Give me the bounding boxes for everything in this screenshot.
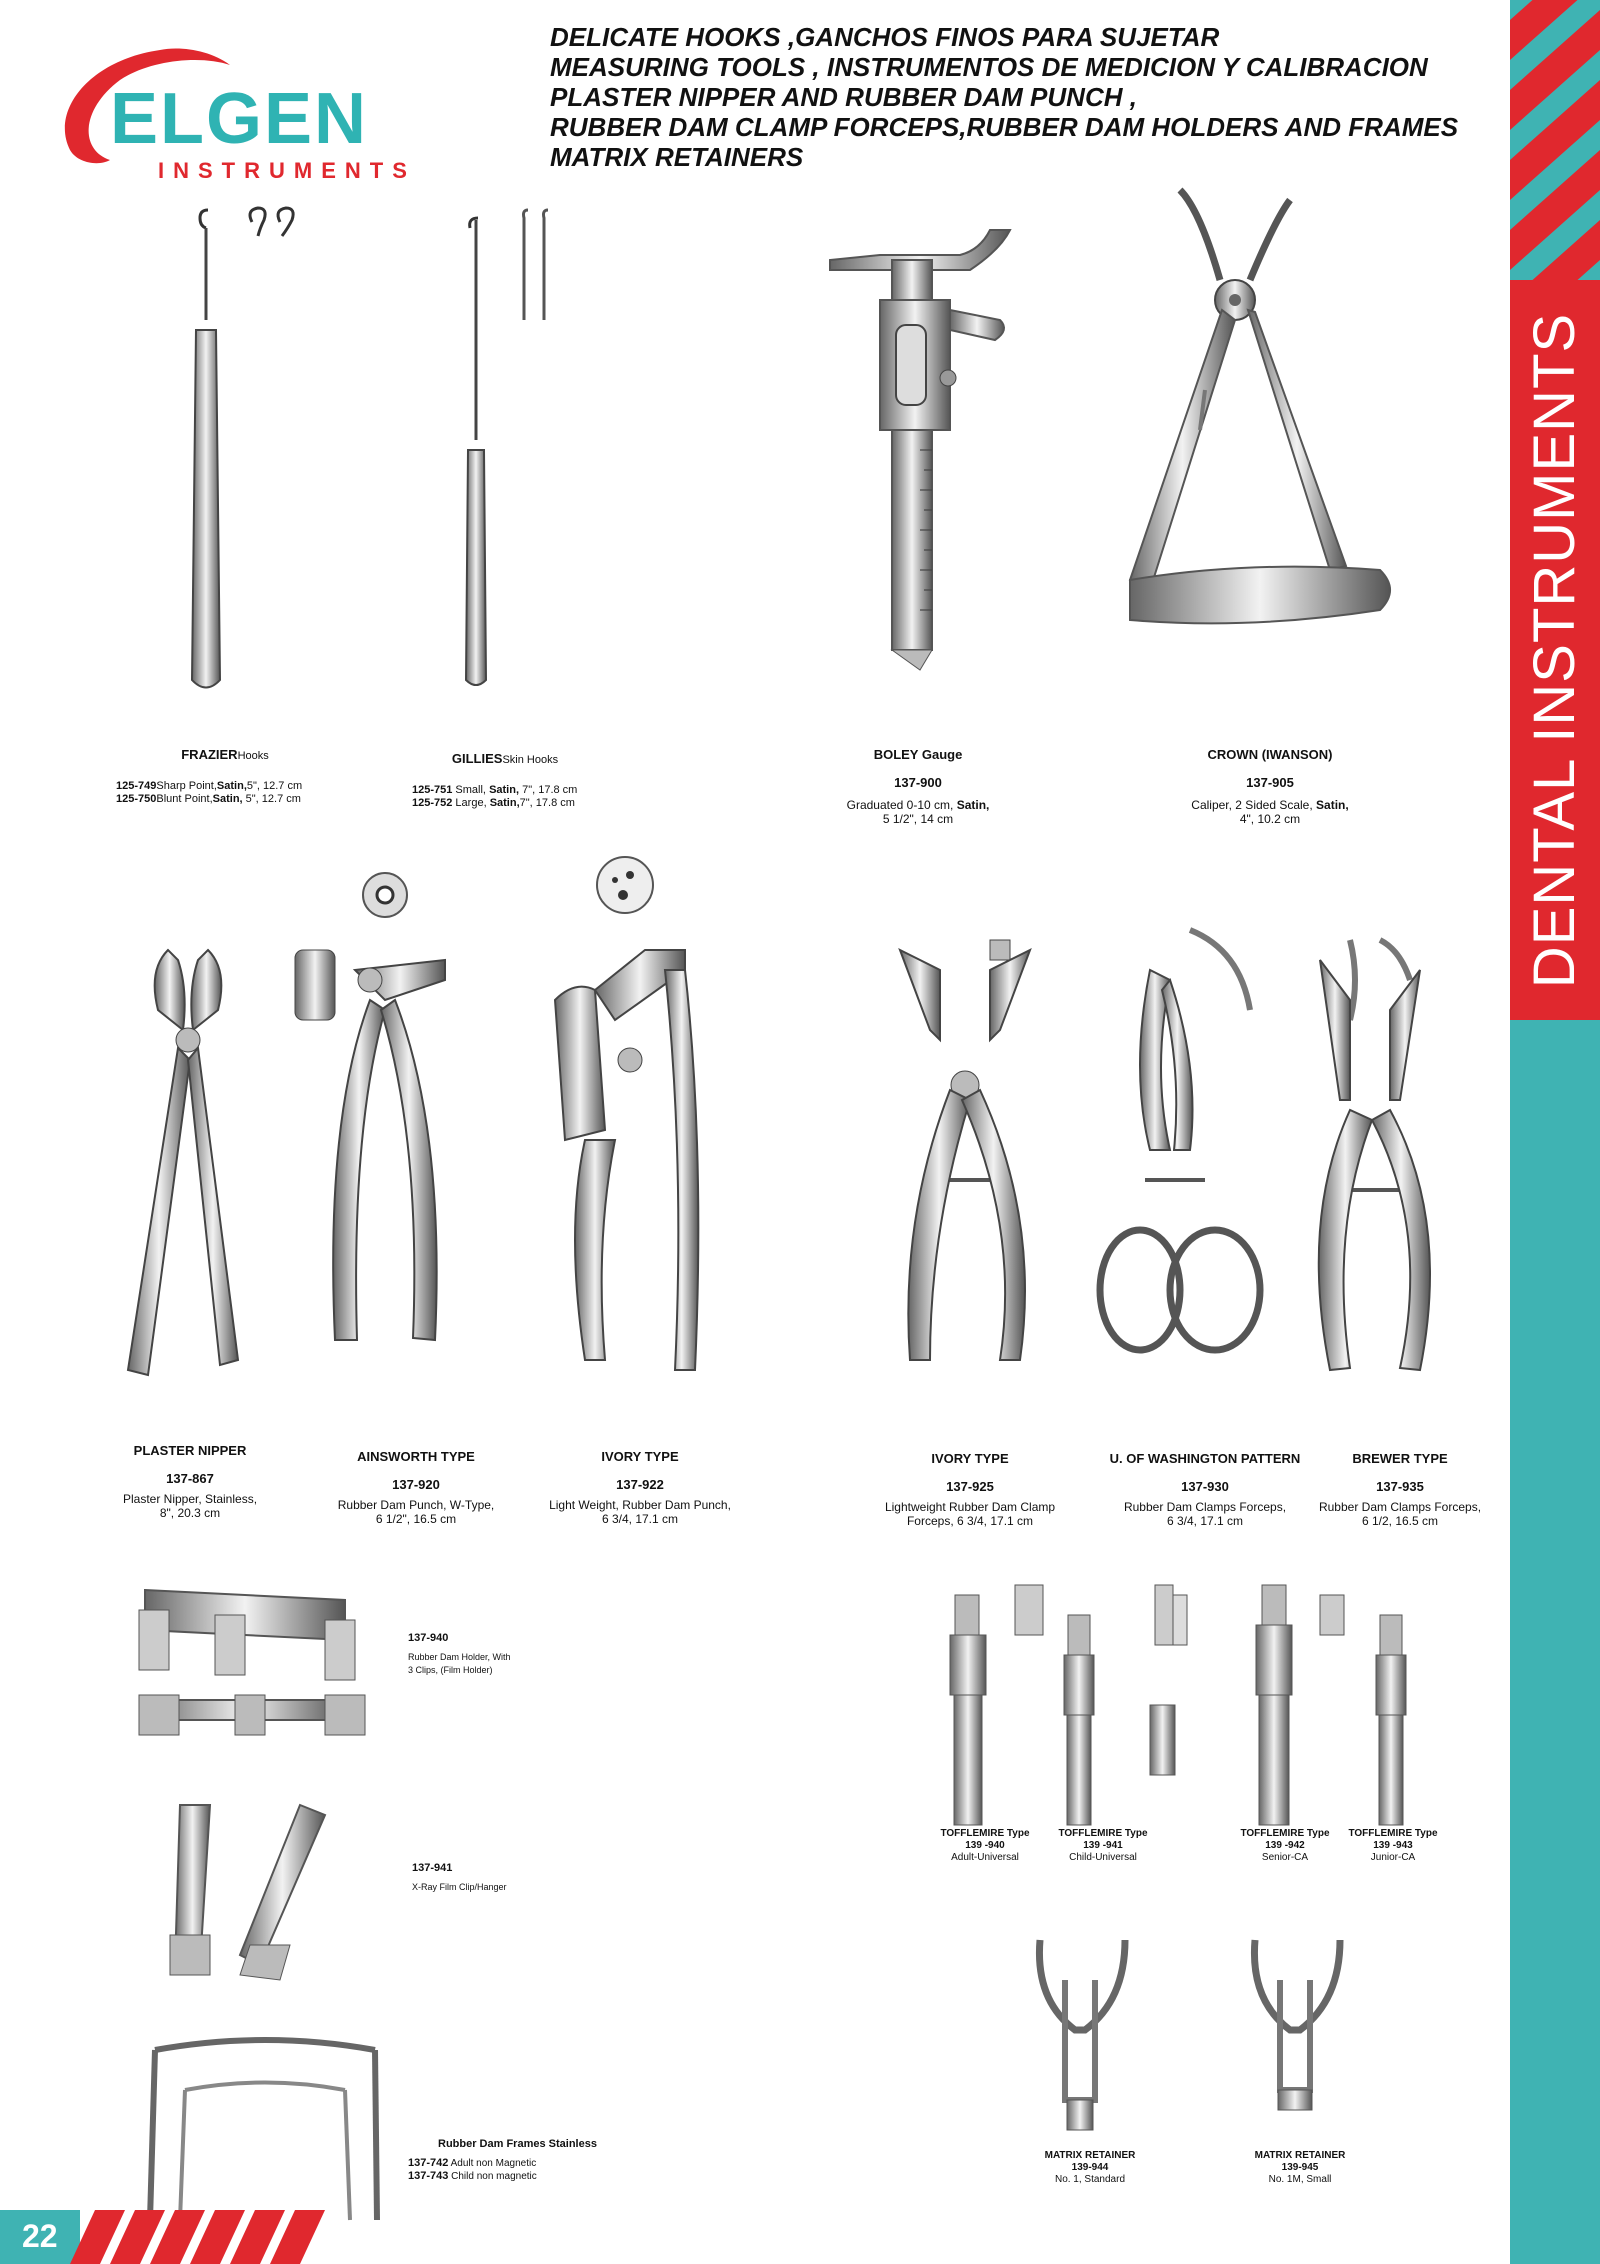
holder-940-caption xyxy=(408,1632,588,1677)
gillies-size-2: 7", 17.8 cm xyxy=(519,797,575,809)
frazier-code-1: 125-749 xyxy=(116,780,157,792)
ainsworth-punch-image xyxy=(285,870,485,1390)
frazier-title: FRAZIER xyxy=(181,747,238,762)
plaster-caption xyxy=(90,1444,290,1520)
ivory-punch-caption xyxy=(530,1450,750,1526)
toff-942-desc: Senior-CA xyxy=(1261,1852,1309,1863)
ivory-punch-code: 137-922 xyxy=(616,1477,664,1492)
frames-text-1: Adult non Magnetic xyxy=(448,2158,537,2169)
crown-title: CROWN (IWANSON) xyxy=(1207,747,1333,762)
toff-942-title: TOFFLEMIRE Type xyxy=(1240,1828,1330,1839)
matrix-945-title: MATRIX RETAINER xyxy=(1254,2150,1346,2161)
frazier-specs xyxy=(116,780,376,806)
toff-940-title: TOFFLEMIRE Type xyxy=(940,1828,1030,1839)
washington-caption xyxy=(1090,1452,1320,1528)
gillies-finish-2: Satin, xyxy=(489,797,520,809)
ivory-clamp-title: IVORY TYPE xyxy=(931,1451,1009,1466)
ivory-punch-image xyxy=(545,850,745,1390)
logo-subtitle: INSTRUMENTS xyxy=(158,158,416,183)
ainsworth-caption xyxy=(306,1450,526,1526)
boley-gauge-image xyxy=(820,200,1020,660)
gillies-code-2: 125-752 xyxy=(412,797,453,809)
plaster-code: 137-867 xyxy=(166,1471,214,1486)
gillies-title: GILLIES xyxy=(451,751,503,766)
toff-941-desc: Child-Universal xyxy=(1069,1852,1137,1863)
washington-size: 6 3/4, 17.1 cm xyxy=(1166,1514,1244,1528)
matrix-retainer-945-image xyxy=(1240,1920,1360,2140)
logo-wordmark: ELGEN xyxy=(110,79,369,159)
header-line: DELICATE HOOKS ,GANCHOS FINOS PARA SUJETAR xyxy=(550,22,1220,52)
frazier-finish-2: Satin, xyxy=(212,793,243,805)
ainsworth-size: 6 1/2", 16.5 cm xyxy=(375,1512,457,1526)
crown-finish: Satin, xyxy=(1316,798,1349,812)
washington-code: 137-930 xyxy=(1181,1479,1229,1494)
clip-941-desc: X-Ray Film Clip/Hanger xyxy=(412,1882,507,1892)
gillies-text-1: Small, xyxy=(452,784,490,796)
gillies-size-1: 7", 17.8 cm xyxy=(519,784,578,796)
brewer-caption xyxy=(1300,1452,1500,1528)
clip-941-code: 137-941 xyxy=(412,1862,453,1874)
frazier-finish-1: Satin, xyxy=(216,780,247,792)
brewer-desc: Rubber Dam Clamps Forceps, xyxy=(1318,1500,1482,1514)
gillies-caption xyxy=(380,752,630,767)
crown-caliper-image xyxy=(1110,190,1410,650)
matrix-944-code: 139-944 xyxy=(1071,2162,1109,2173)
frames-text-2: Child non magnetic xyxy=(448,2171,537,2182)
side-title-text: DENTAL INSTRUMENTS xyxy=(1522,312,1588,988)
boley-caption xyxy=(808,748,1028,826)
frazier-code-2: 125-750 xyxy=(116,793,157,805)
crown-caption xyxy=(1150,748,1390,826)
ivory-punch-title: IVORY TYPE xyxy=(601,1449,679,1464)
boley-size: 5 1/2", 14 cm xyxy=(882,812,954,826)
frazier-title-rest: Hooks xyxy=(237,750,269,762)
header-line: RUBBER DAM CLAMP FORCEPS,RUBBER DAM HOLDERS AND FRAMES xyxy=(550,112,1459,142)
gillies-code-1: 125-751 xyxy=(412,784,453,796)
brewer-size: 6 1/2, 16.5 cm xyxy=(1361,1514,1439,1528)
toff-940-code: 139 -940 xyxy=(965,1840,1005,1851)
gillies-title-rest: Skin Hooks xyxy=(502,754,559,766)
gillies-finish-1: Satin, xyxy=(489,784,520,796)
tofflemire-retainers-image xyxy=(940,1575,1440,1835)
page-number: 22 xyxy=(22,2218,58,2254)
gillies-specs xyxy=(412,784,652,810)
ivory-clamp-desc: Lightweight Rubber Dam Clamp xyxy=(884,1500,1056,1514)
washington-title: U. OF WASHINGTON PATTERN xyxy=(1109,1451,1301,1466)
header-line: MEASURING TOOLS , INSTRUMENTOS DE MEDICION Y CALIBRACION xyxy=(550,52,1428,82)
crown-code: 137-905 xyxy=(1246,775,1294,790)
ivory-punch-desc: Light Weight, Rubber Dam Punch, xyxy=(549,1498,731,1512)
washington-desc: Rubber Dam Clamps Forceps, xyxy=(1123,1500,1287,1514)
plaster-size: 8", 20.3 cm xyxy=(159,1506,221,1520)
frazier-text-2: Blunt Point, xyxy=(156,793,213,805)
holder-940-desc: Rubber Dam Holder, With xyxy=(408,1652,511,1662)
toff-940-desc: Adult-Universal xyxy=(951,1852,1019,1863)
ainsworth-code: 137-920 xyxy=(392,1477,440,1492)
holder-940-code: 137-940 xyxy=(408,1632,449,1644)
ainsworth-title: AINSWORTH TYPE xyxy=(357,1449,475,1464)
matrix-945-code: 139-945 xyxy=(1281,2162,1319,2173)
toff-943-caption xyxy=(1328,1828,1458,1864)
crown-size: 4", 10.2 cm xyxy=(1239,812,1301,826)
frames-title: Rubber Dam Frames Stainless xyxy=(438,2138,597,2150)
side-band-stripes xyxy=(1510,0,1600,280)
boley-finish: Satin, xyxy=(956,798,990,812)
film-clip-image xyxy=(150,1795,380,1975)
frames-code-2: 137-743 xyxy=(408,2170,449,2182)
header-line: MATRIX RETAINERS xyxy=(550,142,804,172)
ivory-clamp-caption xyxy=(860,1452,1080,1528)
frames-code-1: 137-742 xyxy=(408,2157,449,2169)
frazier-text-1: Sharp Point, xyxy=(156,780,217,792)
rubber-dam-frame-image xyxy=(145,2030,385,2220)
matrix-retainer-944-image xyxy=(1025,1920,1145,2140)
crown-desc: Caliper, 2 Sided Scale, xyxy=(1191,798,1317,812)
boley-title: BOLEY Gauge xyxy=(873,747,963,762)
toff-941-code: 139 -941 xyxy=(1083,1840,1123,1851)
frazier-size-2: 5", 12.7 cm xyxy=(242,793,301,805)
matrix-944-title: MATRIX RETAINER xyxy=(1044,2150,1136,2161)
header-line: PLASTER NIPPER AND RUBBER DAM PUNCH , xyxy=(550,82,1137,112)
frazier-caption xyxy=(100,748,350,763)
toff-943-code: 139 -943 xyxy=(1373,1840,1413,1851)
plaster-nipper-image xyxy=(108,930,258,1390)
gillies-hook-image xyxy=(450,210,570,710)
toff-941-title: TOFFLEMIRE Type xyxy=(1058,1828,1148,1839)
toff-943-desc: Junior-CA xyxy=(1370,1852,1416,1863)
gillies-text-2: Large, xyxy=(452,797,490,809)
matrix-945-caption xyxy=(1230,2150,1370,2186)
boley-desc: Graduated 0-10 cm, xyxy=(846,798,957,812)
plaster-desc: Plaster Nipper, Stainless, xyxy=(122,1492,258,1506)
ivory-clamp-forceps-image xyxy=(880,920,1080,1380)
page-header xyxy=(550,22,1500,172)
matrix-944-caption xyxy=(1020,2150,1160,2186)
holder-940-desc-2: 3 Clips, (Film Holder) xyxy=(408,1665,493,1675)
washington-forceps-image xyxy=(1090,920,1290,1390)
brewer-title: BREWER TYPE xyxy=(1352,1451,1448,1466)
plaster-title: PLASTER NIPPER xyxy=(133,1443,247,1458)
brewer-code: 137-935 xyxy=(1376,1479,1424,1494)
clip-941-caption xyxy=(412,1862,572,1894)
frazier-hook-image xyxy=(180,200,300,700)
toff-943-title: TOFFLEMIRE Type xyxy=(1348,1828,1438,1839)
rubber-dam-holder-image xyxy=(125,1570,365,1750)
brewer-forceps-image xyxy=(1290,920,1490,1390)
ivory-punch-size: 6 3/4, 17.1 cm xyxy=(601,1512,679,1526)
frazier-size-1: 5", 12.7 cm xyxy=(246,780,303,792)
side-title xyxy=(1510,280,1600,1020)
matrix-945-desc: No. 1M, Small xyxy=(1268,2174,1332,2185)
matrix-944-desc: No. 1, Standard xyxy=(1054,2174,1126,2185)
toff-940-caption xyxy=(920,1828,1050,1864)
toff-942-code: 139 -942 xyxy=(1265,1840,1305,1851)
boley-code: 137-900 xyxy=(894,775,942,790)
frames-caption xyxy=(408,2138,628,2183)
ivory-clamp-size: Forceps, 6 3/4, 17.1 cm xyxy=(906,1514,1034,1528)
ainsworth-desc: Rubber Dam Punch, W-Type, xyxy=(337,1498,495,1512)
ivory-clamp-code: 137-925 xyxy=(946,1479,994,1494)
toff-941-caption xyxy=(1038,1828,1168,1864)
